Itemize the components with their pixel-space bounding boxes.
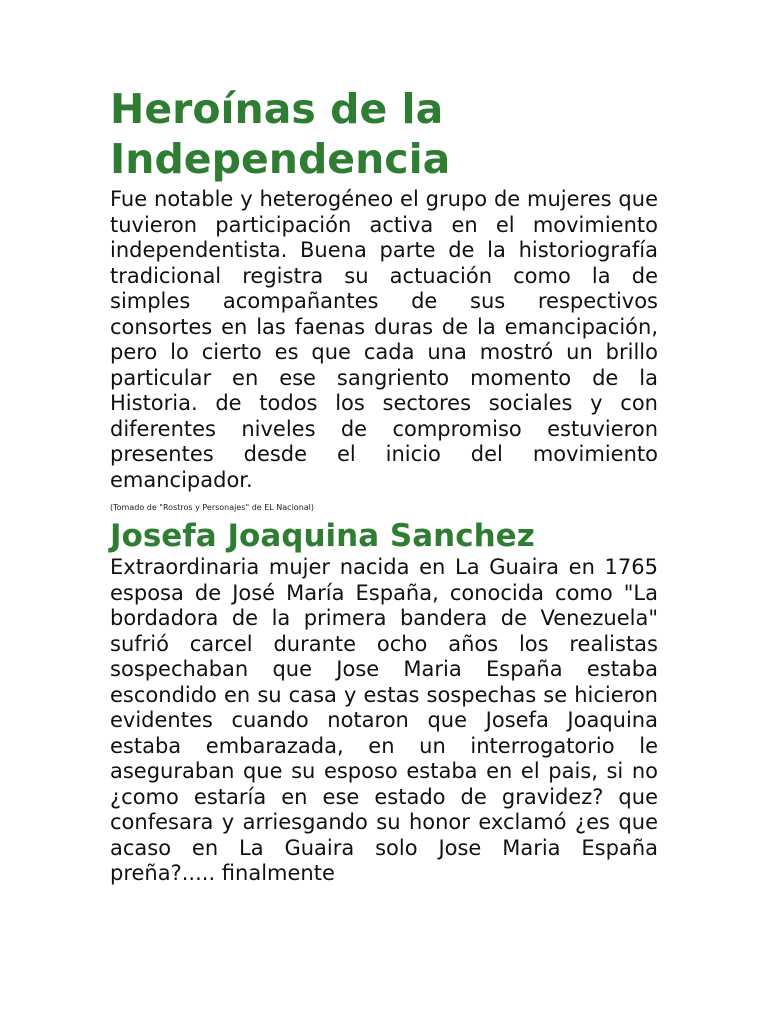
- section-paragraph: Extraordinaria mujer nacida en La Guaira en 1765 esposa de José María España, conocida como "La bordadora de la primera bandera de Venezuela" sufrió carcel durante ocho años los realistas sospechaban que Jose Maria España estaba escondido en su casa y estas sospechas se hicieron evidentes cuando notaron que Josefa Joaquina estaba embarazada, en un interrogatorio le aseguraban que su esposo estaba en el pais, si no ¿como estaría en ese estado de gravidez? que confesara y arriesgando su honor exclamó ¿es que acaso en La Guaira solo Jose Maria España preña?..... finalmente: [110, 555, 658, 885]
- page-title: Heroínas de la Independencia: [110, 85, 451, 183]
- document-page: [110, 84, 658, 887]
- intro-paragraph: Fue notable y heterogéneo el grupo de mujeres que tuvieron participación activa en el movimiento independentista. Buena parte de la historiografía tradicional registra su actuación como la de simples acompañantes de sus respectivos consortes en las faenas duras de la emancipación, pero lo cierto es que cada una mostró un brillo particular en ese sangriento momento de la Historia. de todos los sectores sociales y con diferentes niveles de compromiso estuvieron presentes desde el inicio del movimiento emancipador.: [110, 187, 658, 492]
- section-heading: Josefa Joaquina Sanchez: [110, 518, 535, 554]
- source-citation: (Tomado de "Rostros y Personajes" de EL Nacional): [110, 503, 315, 512]
